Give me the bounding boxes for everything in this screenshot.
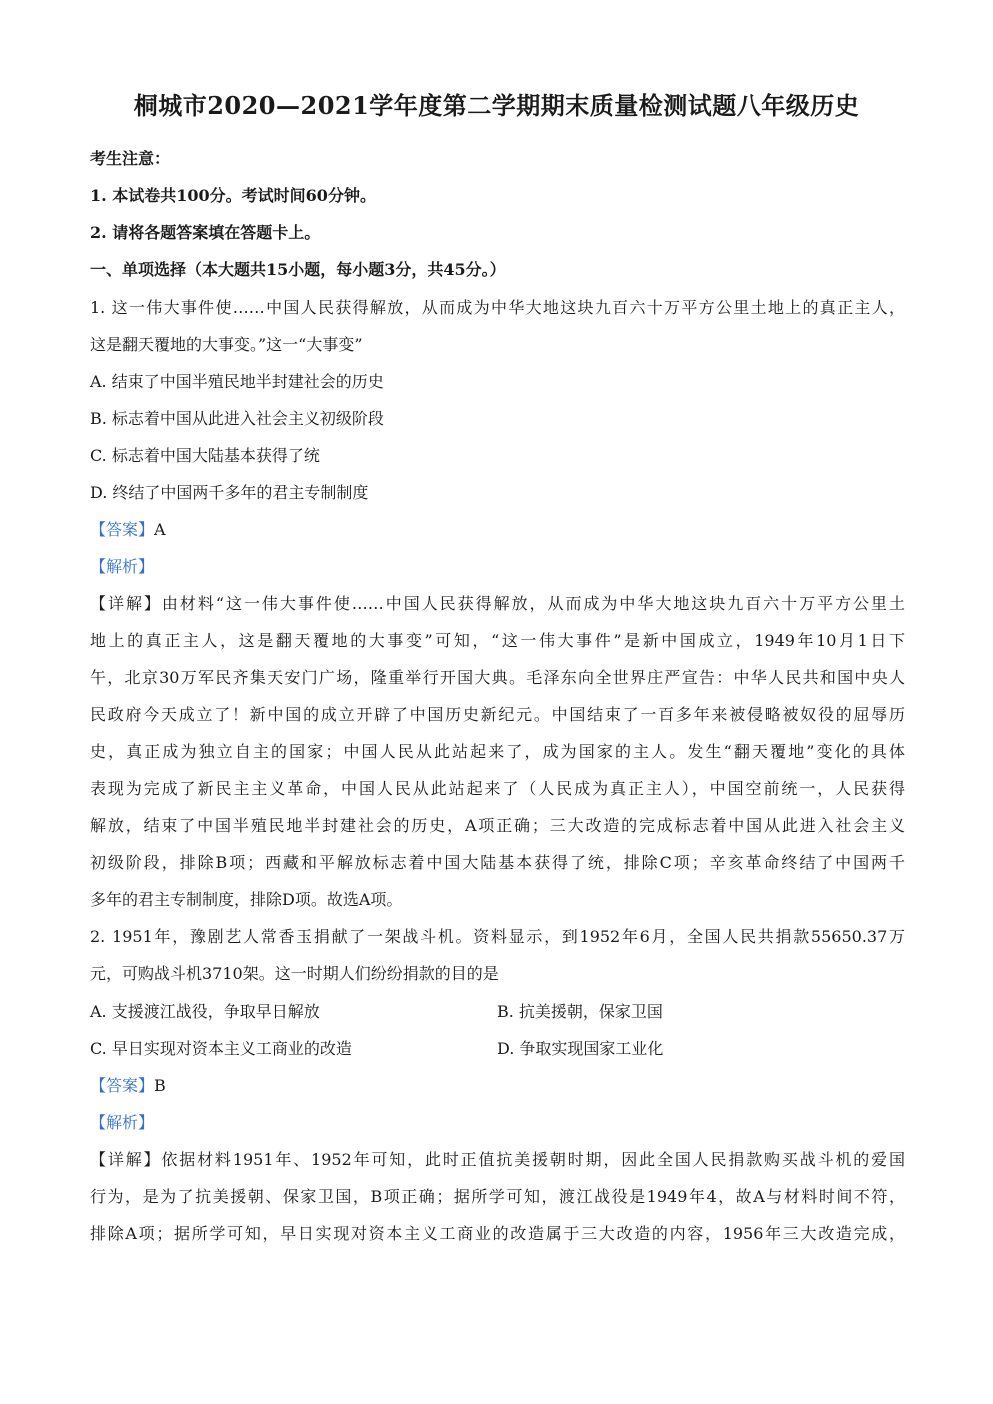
q1-detail-line-9: 多年的君主专制制度，排除D项。故选A项。 [90, 890, 403, 909]
answer-label: 【答案】 [90, 520, 155, 539]
q1-detail-line-4: 民政府今天成立了！新中国的成立开辟了中国历史新纪元。中国结束了一百多年来被侵略被奴役的屈辱历 [90, 705, 905, 724]
q2-answer [90, 1074, 166, 1098]
q1-option-d: D. 终结了中国两千多年的君主专制制度 [90, 483, 369, 502]
notice-item-1: 1. 本试卷共100分。考试时间60分钟。 [90, 186, 376, 205]
detail-label: 【详解】 [90, 594, 162, 613]
q2-answer-value: B [154, 1076, 166, 1095]
q1-detail-line-3: 午，北京30万军民齐集天安门广场，隆重举行开国大典。毛泽东向全世界庄严宣告：中华人民共和国中央人 [90, 668, 905, 687]
q2-detail-line-1 [90, 1148, 905, 1172]
q2-option-c: C. 早日实现对资本主义工商业的改造 [90, 1039, 352, 1058]
q1-option-b: B. 标志着中国从此进入社会主义初级阶段 [90, 409, 384, 428]
q1-option-a: A. 结束了中国半殖民地半封建社会的历史 [90, 372, 384, 391]
q2-option-b: B. 抗美援朝，保家卫国 [497, 1002, 663, 1021]
page-title: 桐城市2020—2021学年度第二学期期末质量检测试题八年级历史 [133, 91, 860, 120]
q1-analysis-label: 【解析】 [90, 557, 155, 576]
q2-detail-line-2: 行为，是为了抗美援朝、保家卫国，B项正确；据所学可知，渡江战役是1949年4，故A与材料时间不符， [90, 1187, 905, 1206]
q2-detail-first: 依据材料1951年、1952年可知，此时正值抗美援朝时期，因此全国人民捐款购买战斗机的爱国 [161, 1150, 905, 1169]
notice-item-2: 2. 请将各题答案填在答题卡上。 [90, 223, 321, 242]
q2-stem-line-1: 2. 1951年，豫剧艺人常香玉捐献了一架战斗机。资料显示，到1952年6月，全国人民共捐款55650.37万 [90, 927, 905, 946]
q1-option-c: C. 标志着中国大陆基本获得了统 [90, 446, 320, 465]
q1-detail-first: 由材料“这一伟大事件使……中国人民获得解放，从而成为中华大地这块九百六十万平方公里土 [161, 594, 905, 613]
q1-answer-value: A [154, 520, 166, 539]
q2-stem-line-2: 元，可购战斗机3710架。这一时期人们纷纷捐款的目的是 [90, 964, 499, 983]
q2-option-d: D. 争取实现国家工业化 [497, 1039, 664, 1058]
q1-detail-line-1 [90, 592, 905, 616]
notice-heading: 考生注意： [90, 149, 171, 168]
q1-detail-line-2: 地上的真正主人，这是翻天覆地的大事变”可知，“这一伟大事件”是新中国成立，1949年10月1日下 [90, 631, 905, 650]
answer-label: 【答案】 [90, 1076, 155, 1095]
q1-answer [90, 518, 166, 542]
q1-stem-line-1: 1. 这一伟大事件使……中国人民获得解放，从而成为中华大地这块九百六十万平方公里土地上的真正主人， [90, 298, 905, 317]
q2-detail-line-3: 排除A项；据所学可知，早日实现对资本主义工商业的改造属于三大改造的内容，1956年三大改造完成， [90, 1224, 905, 1243]
q1-detail-line-7: 解放，结束了中国半殖民地半封建社会的历史，A项正确；三大改造的完成标志着中国从此进入社会主义 [90, 816, 905, 835]
q1-detail-line-6: 表现为完成了新民主主义革命，中国人民从此站起来了（人民成为真正主人），中国空前统一，人民获得 [90, 779, 905, 798]
detail-label: 【详解】 [90, 1150, 162, 1169]
q1-stem-line-2: 这是翻天覆地的大事变。”这一“大事变” [90, 335, 363, 354]
q2-option-a: A. 支援渡江战役，争取早日解放 [90, 1002, 320, 1021]
q1-detail-line-5: 史，真正成为独立自主的国家；中国人民从此站起来了，成为国家的主人。发生“翻天覆地”变化的具体 [90, 742, 905, 761]
q2-analysis-label: 【解析】 [90, 1113, 155, 1132]
section-heading: 一、单项选择（本大题共15小题，每小题3分，共45分。） [90, 260, 506, 279]
q1-detail-line-8: 初级阶段，排除B项；西藏和平解放标志着中国大陆基本获得了统，排除C项；辛亥革命终结了中国两千 [90, 853, 905, 872]
